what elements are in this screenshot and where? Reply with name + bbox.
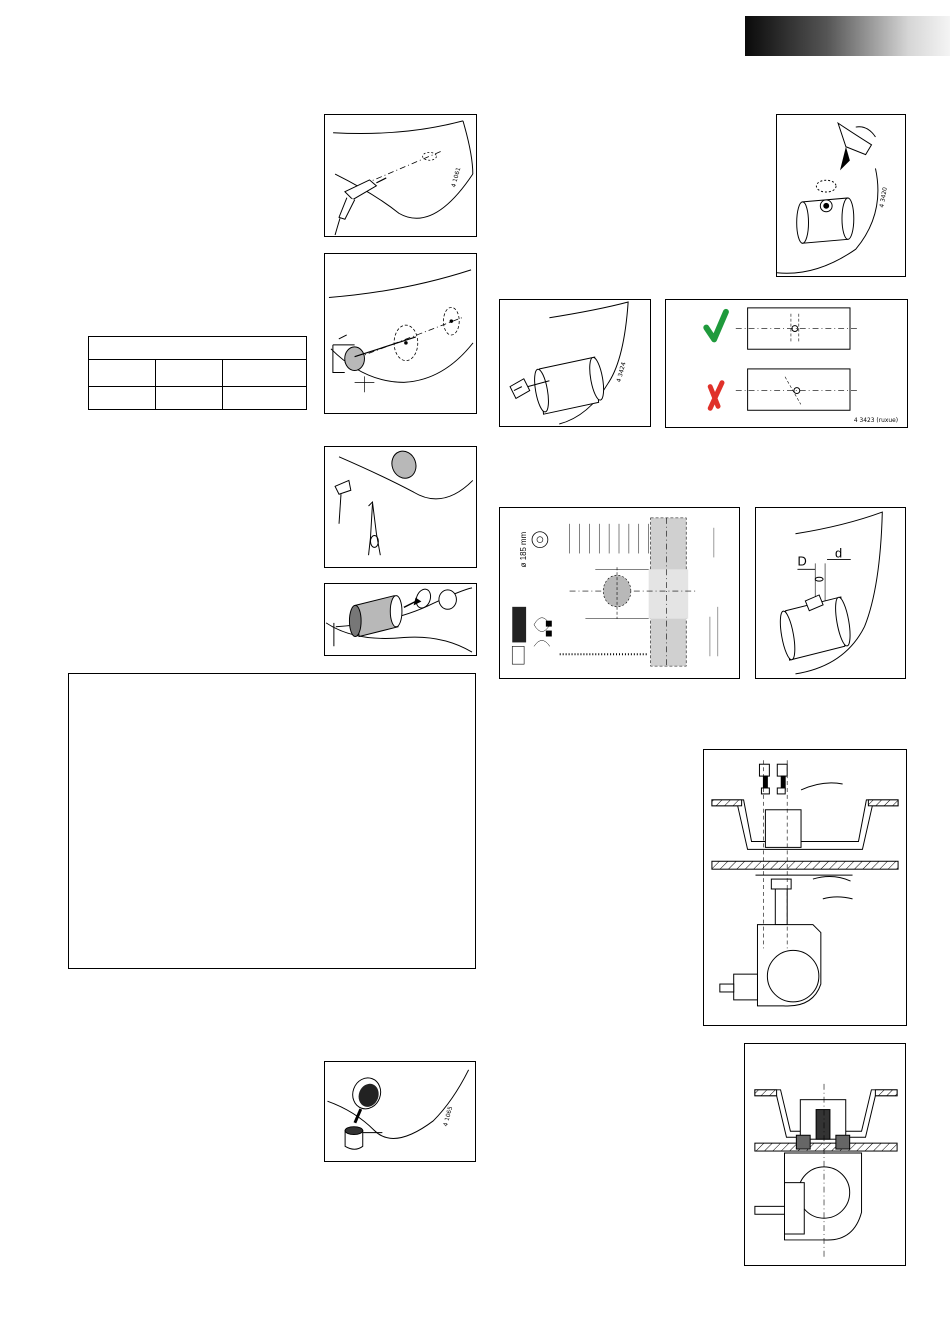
figure-motor-assembly-exploded	[703, 749, 907, 1026]
table-row	[89, 387, 307, 410]
check-icon	[706, 312, 726, 340]
figure-apply-resin	[324, 1061, 476, 1162]
figure-motor-assembly-mounted	[744, 1043, 906, 1266]
figure-hole-saw	[324, 253, 477, 414]
figure-insert-tube	[324, 583, 477, 656]
figure-code: 4 3420	[879, 186, 889, 209]
figure-code: 4 3424	[616, 361, 628, 384]
figure-drill-pilot-hole	[324, 114, 477, 237]
table-row	[89, 337, 307, 360]
figure-drilling-template	[499, 507, 740, 679]
cross-icon	[710, 383, 722, 409]
header-bar	[745, 16, 950, 56]
figure-template-tube	[499, 299, 651, 427]
table-row	[89, 360, 307, 387]
figure-mark-tube	[776, 114, 906, 277]
label-d: d	[834, 545, 843, 561]
label-D: D	[797, 553, 807, 569]
figure-code: 4 1061	[451, 166, 463, 189]
figure-seal-hole	[324, 446, 477, 568]
template-diameter: ø 185 mm	[519, 531, 529, 568]
figure-alignment-check	[665, 299, 908, 428]
note-box	[68, 673, 476, 969]
figure-code: 4 1065	[443, 1105, 455, 1128]
dimension-table	[88, 336, 307, 410]
figure-hole-dimensions	[755, 507, 906, 679]
figure-code: 4 3423 (ruxue)	[853, 418, 899, 425]
